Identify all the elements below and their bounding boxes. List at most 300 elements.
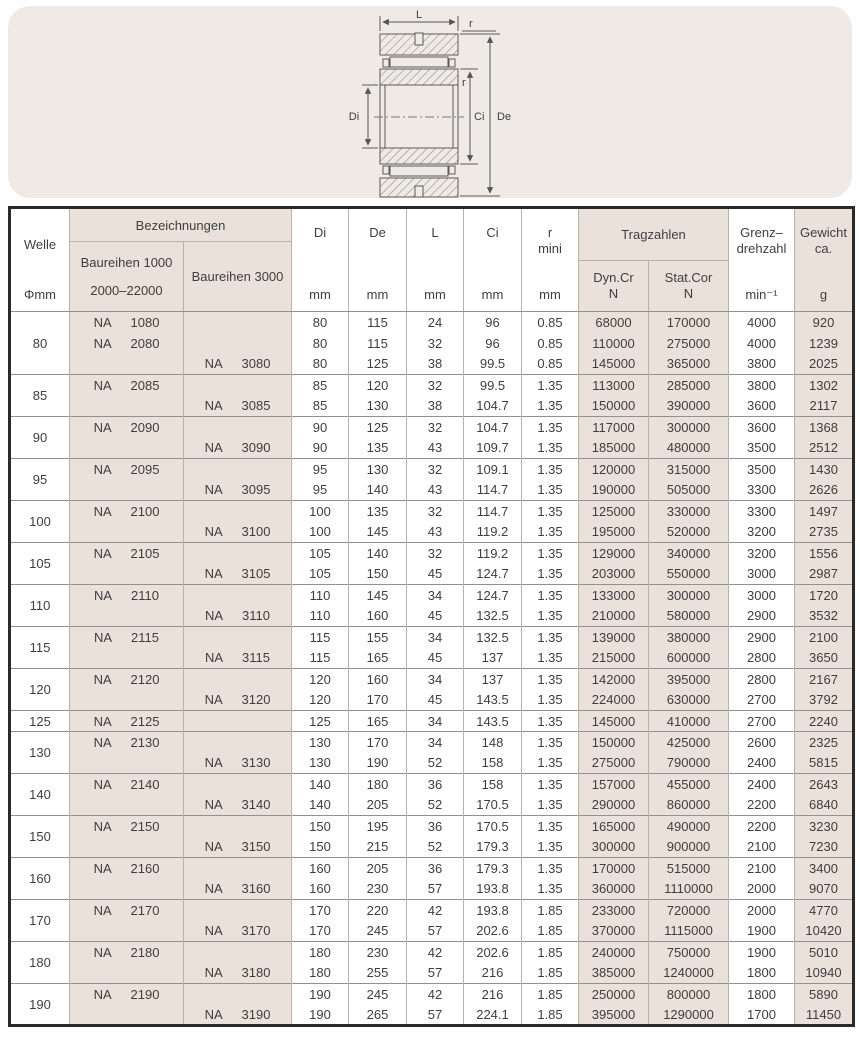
table-cell: 216 xyxy=(464,984,522,1005)
table-cell: 3650 xyxy=(795,648,854,669)
gewicht-line2: ca. xyxy=(814,241,833,256)
table-cell: 1497 xyxy=(795,501,854,522)
table-cell: 1800 xyxy=(729,963,795,984)
table-cell: 1.35 xyxy=(522,669,579,690)
table-cell xyxy=(184,417,292,438)
table-cell: 130 xyxy=(292,732,349,753)
table-cell: 255 xyxy=(349,963,407,984)
table-cell: 1.35 xyxy=(522,501,579,522)
table-cell: 129000 xyxy=(579,543,649,564)
table-cell: 300000 xyxy=(649,417,729,438)
table-cell xyxy=(70,1005,184,1026)
table-cell: 1.35 xyxy=(522,606,579,627)
table-cell: 57 xyxy=(407,1005,464,1026)
table-cell: 43 xyxy=(407,480,464,501)
table-cell: 3300 xyxy=(729,480,795,501)
cage-bottom-right xyxy=(449,166,455,174)
table-cell: 455000 xyxy=(649,774,729,795)
table-cell: 110 xyxy=(292,606,349,627)
table-cell: 145 xyxy=(349,522,407,543)
table-cell: 36 xyxy=(407,774,464,795)
table-cell: 3532 xyxy=(795,606,854,627)
table-cell: 170 xyxy=(292,921,349,942)
table-cell: 505000 xyxy=(649,480,729,501)
table-cell: 370000 xyxy=(579,921,649,942)
table-cell: 224.1 xyxy=(464,1005,522,1026)
table-cell: 3200 xyxy=(729,522,795,543)
ci-unit: mm xyxy=(481,287,504,302)
table-cell: 96 xyxy=(464,333,522,354)
table-cell: NA 2120 xyxy=(70,669,184,690)
bearing-diagram xyxy=(338,8,572,198)
table-cell: 170000 xyxy=(579,858,649,879)
table-cell: 2325 xyxy=(795,732,854,753)
table-cell: 10420 xyxy=(795,921,854,942)
header-di xyxy=(292,208,349,312)
table-cell: 1.35 xyxy=(522,459,579,480)
table-cell xyxy=(184,459,292,480)
table-cell: 245 xyxy=(349,921,407,942)
table-cell: 275000 xyxy=(579,753,649,774)
dim-label-de: De xyxy=(497,111,512,123)
table-cell: 720000 xyxy=(649,900,729,921)
table-cell: 1.35 xyxy=(522,522,579,543)
table-cell: 2000 xyxy=(729,900,795,921)
table-cell: 1239 xyxy=(795,333,854,354)
table-cell: 1900 xyxy=(729,942,795,963)
table-cell: 2643 xyxy=(795,774,854,795)
table-cell: 0.85 xyxy=(522,354,579,375)
table-cell: 157000 xyxy=(579,774,649,795)
grenz-line2: drehzahl xyxy=(736,241,787,256)
table-cell: 143.5 xyxy=(464,711,522,732)
table-cell: 115 xyxy=(349,333,407,354)
table-cell: 360000 xyxy=(579,879,649,900)
table-cell: 11450 xyxy=(795,1005,854,1026)
table-cell: 32 xyxy=(407,333,464,354)
table-cell: 130 xyxy=(292,753,349,774)
table-cell: 10940 xyxy=(795,963,854,984)
table-cell: 125 xyxy=(349,417,407,438)
table-cell: NA 3170 xyxy=(184,921,292,942)
table-cell: 132.5 xyxy=(464,606,522,627)
table-cell: 150000 xyxy=(579,732,649,753)
table-cell: NA 3095 xyxy=(184,480,292,501)
table-cell: 190 xyxy=(349,753,407,774)
welle-label: Welle xyxy=(23,237,57,252)
table-cell: 7230 xyxy=(795,837,854,858)
table-cell: 113000 xyxy=(579,375,649,396)
table-cell: 120 xyxy=(292,690,349,711)
table-cell: 180 xyxy=(292,963,349,984)
table-cell xyxy=(70,606,184,627)
inner-ring-top xyxy=(380,69,458,85)
table-cell: 158 xyxy=(464,774,522,795)
table-cell: 142000 xyxy=(579,669,649,690)
table-cell: 170 xyxy=(349,690,407,711)
table-cell: 1.35 xyxy=(522,795,579,816)
table-row xyxy=(10,774,854,795)
table-cell: 6840 xyxy=(795,795,854,816)
table-cell: 490000 xyxy=(649,816,729,837)
table-row xyxy=(10,333,854,354)
table-cell: 5890 xyxy=(795,984,854,1005)
table-cell: 2700 xyxy=(729,690,795,711)
table-cell: 520000 xyxy=(649,522,729,543)
dyn-cr-line2: N xyxy=(608,286,619,301)
table-cell: 132.5 xyxy=(464,627,522,648)
table-cell: 330000 xyxy=(649,501,729,522)
table-cell: 1115000 xyxy=(649,921,729,942)
table-cell: 100 xyxy=(292,522,349,543)
header-gewicht xyxy=(795,208,854,312)
lube-slot-bottom xyxy=(415,186,423,197)
de-label: De xyxy=(369,225,386,240)
table-cell: 52 xyxy=(407,753,464,774)
table-cell: 2900 xyxy=(729,627,795,648)
table-cell: 2025 xyxy=(795,354,854,375)
table-cell xyxy=(184,816,292,837)
table-cell: 3800 xyxy=(729,375,795,396)
table-cell: 32 xyxy=(407,417,464,438)
table-cell: NA 2090 xyxy=(70,417,184,438)
l-label: L xyxy=(431,225,439,240)
table-cell: 4000 xyxy=(729,312,795,333)
table-cell: 3000 xyxy=(729,564,795,585)
table-cell: 205 xyxy=(349,795,407,816)
table-cell: 119.2 xyxy=(464,543,522,564)
welle-cell: 170 xyxy=(10,900,70,942)
dim-label-di: Di xyxy=(348,111,360,123)
table-cell: 179.3 xyxy=(464,837,522,858)
r-label-line2: mini xyxy=(538,241,562,256)
table-cell: 130 xyxy=(349,396,407,417)
table-cell: 190 xyxy=(292,984,349,1005)
table-cell: 2600 xyxy=(729,732,795,753)
grenz-unit: min⁻¹ xyxy=(745,287,778,302)
bezeichnungen-label: Bezeichnungen xyxy=(70,209,291,242)
welle-cell: 80 xyxy=(10,312,70,375)
table-row xyxy=(10,438,854,459)
table-cell: 395000 xyxy=(649,669,729,690)
table-cell: 99.5 xyxy=(464,375,522,396)
table-cell: 3600 xyxy=(729,396,795,417)
table-cell: 1.35 xyxy=(522,564,579,585)
table-cell: 99.5 xyxy=(464,354,522,375)
table-cell: 2400 xyxy=(729,774,795,795)
table-row xyxy=(10,879,854,900)
table-cell: 750000 xyxy=(649,942,729,963)
table-cell xyxy=(184,669,292,690)
table-cell: 1.35 xyxy=(522,879,579,900)
table-cell: 57 xyxy=(407,921,464,942)
table-cell: 45 xyxy=(407,648,464,669)
table-row xyxy=(10,522,854,543)
table-cell: 180 xyxy=(292,942,349,963)
table-cell: NA 2130 xyxy=(70,732,184,753)
table-cell: 160 xyxy=(292,879,349,900)
table-body xyxy=(10,312,854,1026)
table-cell xyxy=(184,858,292,879)
table-cell: NA 2180 xyxy=(70,942,184,963)
roller-top xyxy=(390,57,448,67)
table-cell: 1.35 xyxy=(522,396,579,417)
table-cell: 160 xyxy=(292,858,349,879)
table-cell: 1240000 xyxy=(649,963,729,984)
table-cell: 1.35 xyxy=(522,711,579,732)
table-cell xyxy=(70,438,184,459)
table-row xyxy=(10,1005,854,1026)
table-cell: 0.85 xyxy=(522,312,579,333)
table-cell: 395000 xyxy=(579,1005,649,1026)
table-cell: 124.7 xyxy=(464,585,522,606)
table-cell: NA 2150 xyxy=(70,816,184,837)
table-cell: 900000 xyxy=(649,837,729,858)
table-row xyxy=(10,648,854,669)
dyn-cr-line1: Dyn.Cr xyxy=(593,270,634,285)
table-cell: 150000 xyxy=(579,396,649,417)
table-cell: 114.7 xyxy=(464,480,522,501)
table-cell: 32 xyxy=(407,375,464,396)
table-row xyxy=(10,753,854,774)
table-cell: 120 xyxy=(292,669,349,690)
table-cell: 1368 xyxy=(795,417,854,438)
table-cell: 1.85 xyxy=(522,900,579,921)
table-row xyxy=(10,795,854,816)
table-cell: 38 xyxy=(407,354,464,375)
table-cell: 145 xyxy=(349,585,407,606)
roller-bottom xyxy=(390,166,448,176)
table-cell: 165000 xyxy=(579,816,649,837)
ci-label: Ci xyxy=(486,225,499,240)
stat-cor-line1: Stat.Cor xyxy=(664,270,713,285)
table-row xyxy=(10,732,854,753)
table-cell: 180 xyxy=(349,774,407,795)
welle-cell: 100 xyxy=(10,501,70,543)
table-cell xyxy=(184,375,292,396)
table-cell: 140 xyxy=(349,543,407,564)
table-cell: NA 2160 xyxy=(70,858,184,879)
table-cell: 2800 xyxy=(729,669,795,690)
table-cell: 34 xyxy=(407,711,464,732)
table-row xyxy=(10,921,854,942)
table-cell: 1.35 xyxy=(522,438,579,459)
baureihen-1000-line2: 2000–22000 xyxy=(90,283,163,298)
table-cell: 190 xyxy=(292,1005,349,1026)
r-label-line1: r xyxy=(547,225,553,240)
table-cell: 170000 xyxy=(649,312,729,333)
table-cell: 1.35 xyxy=(522,690,579,711)
table-cell: 1430 xyxy=(795,459,854,480)
table-cell: 290000 xyxy=(579,795,649,816)
table-cell: 2200 xyxy=(729,816,795,837)
table-cell: NA 3140 xyxy=(184,795,292,816)
table-cell: 5815 xyxy=(795,753,854,774)
table-cell: NA 3115 xyxy=(184,648,292,669)
table-cell: 3792 xyxy=(795,690,854,711)
table-cell: NA 2125 xyxy=(70,711,184,732)
welle-cell: 105 xyxy=(10,543,70,585)
table-cell: 5010 xyxy=(795,942,854,963)
table-cell: 0.85 xyxy=(522,333,579,354)
table-row xyxy=(10,543,854,564)
table-cell xyxy=(184,942,292,963)
table-cell: 165 xyxy=(349,648,407,669)
l-unit: mm xyxy=(424,287,446,302)
table-cell: 2167 xyxy=(795,669,854,690)
table-cell: 179.3 xyxy=(464,858,522,879)
table-cell: 115 xyxy=(349,312,407,333)
table-cell: 32 xyxy=(407,501,464,522)
table-cell: 2735 xyxy=(795,522,854,543)
table-cell xyxy=(70,564,184,585)
table-cell: 105 xyxy=(292,564,349,585)
table-cell: NA 2095 xyxy=(70,459,184,480)
table-cell: 165 xyxy=(349,711,407,732)
gewicht-unit: g xyxy=(819,287,828,302)
table-cell: 160 xyxy=(349,669,407,690)
table-row xyxy=(10,312,854,333)
table-cell: NA 2115 xyxy=(70,627,184,648)
table-cell: 2987 xyxy=(795,564,854,585)
table-cell: 170.5 xyxy=(464,795,522,816)
table-cell xyxy=(184,900,292,921)
table-cell: 24 xyxy=(407,312,464,333)
table-cell: NA 3160 xyxy=(184,879,292,900)
table-cell: 3400 xyxy=(795,858,854,879)
table-cell: 233000 xyxy=(579,900,649,921)
table-cell xyxy=(184,627,292,648)
table-row xyxy=(10,690,854,711)
table-cell: 45 xyxy=(407,606,464,627)
table-cell: 2200 xyxy=(729,795,795,816)
table-cell: 130 xyxy=(349,459,407,480)
cage-top-right xyxy=(449,59,455,67)
table-cell: 3600 xyxy=(729,417,795,438)
lube-slot-top xyxy=(415,33,423,45)
table-cell: 790000 xyxy=(649,753,729,774)
table-cell: 580000 xyxy=(649,606,729,627)
table-cell: 1.85 xyxy=(522,984,579,1005)
table-cell xyxy=(70,354,184,375)
table-row xyxy=(10,375,854,396)
table-cell: 115 xyxy=(292,627,349,648)
welle-cell: 125 xyxy=(10,711,70,732)
table-row xyxy=(10,858,854,879)
table-cell: 110 xyxy=(292,585,349,606)
table-cell: 137 xyxy=(464,669,522,690)
header-baureihen-1000 xyxy=(70,242,184,311)
table-cell: 250000 xyxy=(579,984,649,1005)
table-cell: 920 xyxy=(795,312,854,333)
table-cell: 135 xyxy=(349,501,407,522)
table-cell: 32 xyxy=(407,543,464,564)
table-cell: 203000 xyxy=(579,564,649,585)
table-cell: 425000 xyxy=(649,732,729,753)
table-row xyxy=(10,354,854,375)
table-cell: NA 3120 xyxy=(184,690,292,711)
table-cell: 230 xyxy=(349,942,407,963)
table-cell: 140 xyxy=(292,774,349,795)
table-cell: 90 xyxy=(292,438,349,459)
table-cell: 1.35 xyxy=(522,858,579,879)
table-cell: 1.35 xyxy=(522,753,579,774)
header-ci xyxy=(464,208,522,312)
table-cell: NA 2110 xyxy=(70,585,184,606)
table-cell: 3200 xyxy=(729,543,795,564)
table-cell xyxy=(70,396,184,417)
header-grenzdrehzahl xyxy=(729,208,795,312)
table-cell xyxy=(70,879,184,900)
header-tragzahlen xyxy=(579,208,729,312)
table-cell: 42 xyxy=(407,900,464,921)
table-cell: 285000 xyxy=(649,375,729,396)
table-cell: 390000 xyxy=(649,396,729,417)
table-cell: 125000 xyxy=(579,501,649,522)
table-cell: 133000 xyxy=(579,585,649,606)
table-cell: 104.7 xyxy=(464,417,522,438)
table-row xyxy=(10,501,854,522)
table-cell: 1302 xyxy=(795,375,854,396)
table-row xyxy=(10,963,854,984)
table-cell: 1.85 xyxy=(522,921,579,942)
table-cell xyxy=(70,921,184,942)
table-cell: 275000 xyxy=(649,333,729,354)
table-cell: 34 xyxy=(407,585,464,606)
table-cell: 100 xyxy=(292,501,349,522)
table-cell: 3300 xyxy=(729,501,795,522)
table-cell xyxy=(70,648,184,669)
table-cell xyxy=(184,732,292,753)
table-cell: 95 xyxy=(292,459,349,480)
table-cell: 860000 xyxy=(649,795,729,816)
table-cell: 125 xyxy=(292,711,349,732)
table-cell: 4000 xyxy=(729,333,795,354)
table-cell: 3500 xyxy=(729,438,795,459)
table-cell xyxy=(184,711,292,732)
table-cell: NA 2190 xyxy=(70,984,184,1005)
welle-cell: 190 xyxy=(10,984,70,1026)
de-unit: mm xyxy=(366,287,389,302)
table-cell xyxy=(70,480,184,501)
table-cell: 139000 xyxy=(579,627,649,648)
table-cell: 1.85 xyxy=(522,942,579,963)
table-cell: 2100 xyxy=(729,858,795,879)
table-cell xyxy=(70,522,184,543)
header-bezeichnungen xyxy=(70,208,292,312)
table-cell: 114.7 xyxy=(464,501,522,522)
table-cell xyxy=(70,963,184,984)
table-cell: 1.35 xyxy=(522,627,579,648)
table-cell: 410000 xyxy=(649,711,729,732)
table-cell: 1.35 xyxy=(522,837,579,858)
table-cell: 1.35 xyxy=(522,732,579,753)
table-cell: 3800 xyxy=(729,354,795,375)
table-cell: NA 3130 xyxy=(184,753,292,774)
table-cell: 300000 xyxy=(649,585,729,606)
table-cell: 1700 xyxy=(729,1005,795,1026)
table-cell: 143.5 xyxy=(464,690,522,711)
table-cell: 1110000 xyxy=(649,879,729,900)
welle-cell: 160 xyxy=(10,858,70,900)
table-cell xyxy=(70,690,184,711)
welle-cell: 115 xyxy=(10,627,70,669)
table-cell: 2240 xyxy=(795,711,854,732)
table-row xyxy=(10,711,854,732)
table-cell: 1.35 xyxy=(522,417,579,438)
header-welle xyxy=(10,208,70,312)
table-cell: 3000 xyxy=(729,585,795,606)
